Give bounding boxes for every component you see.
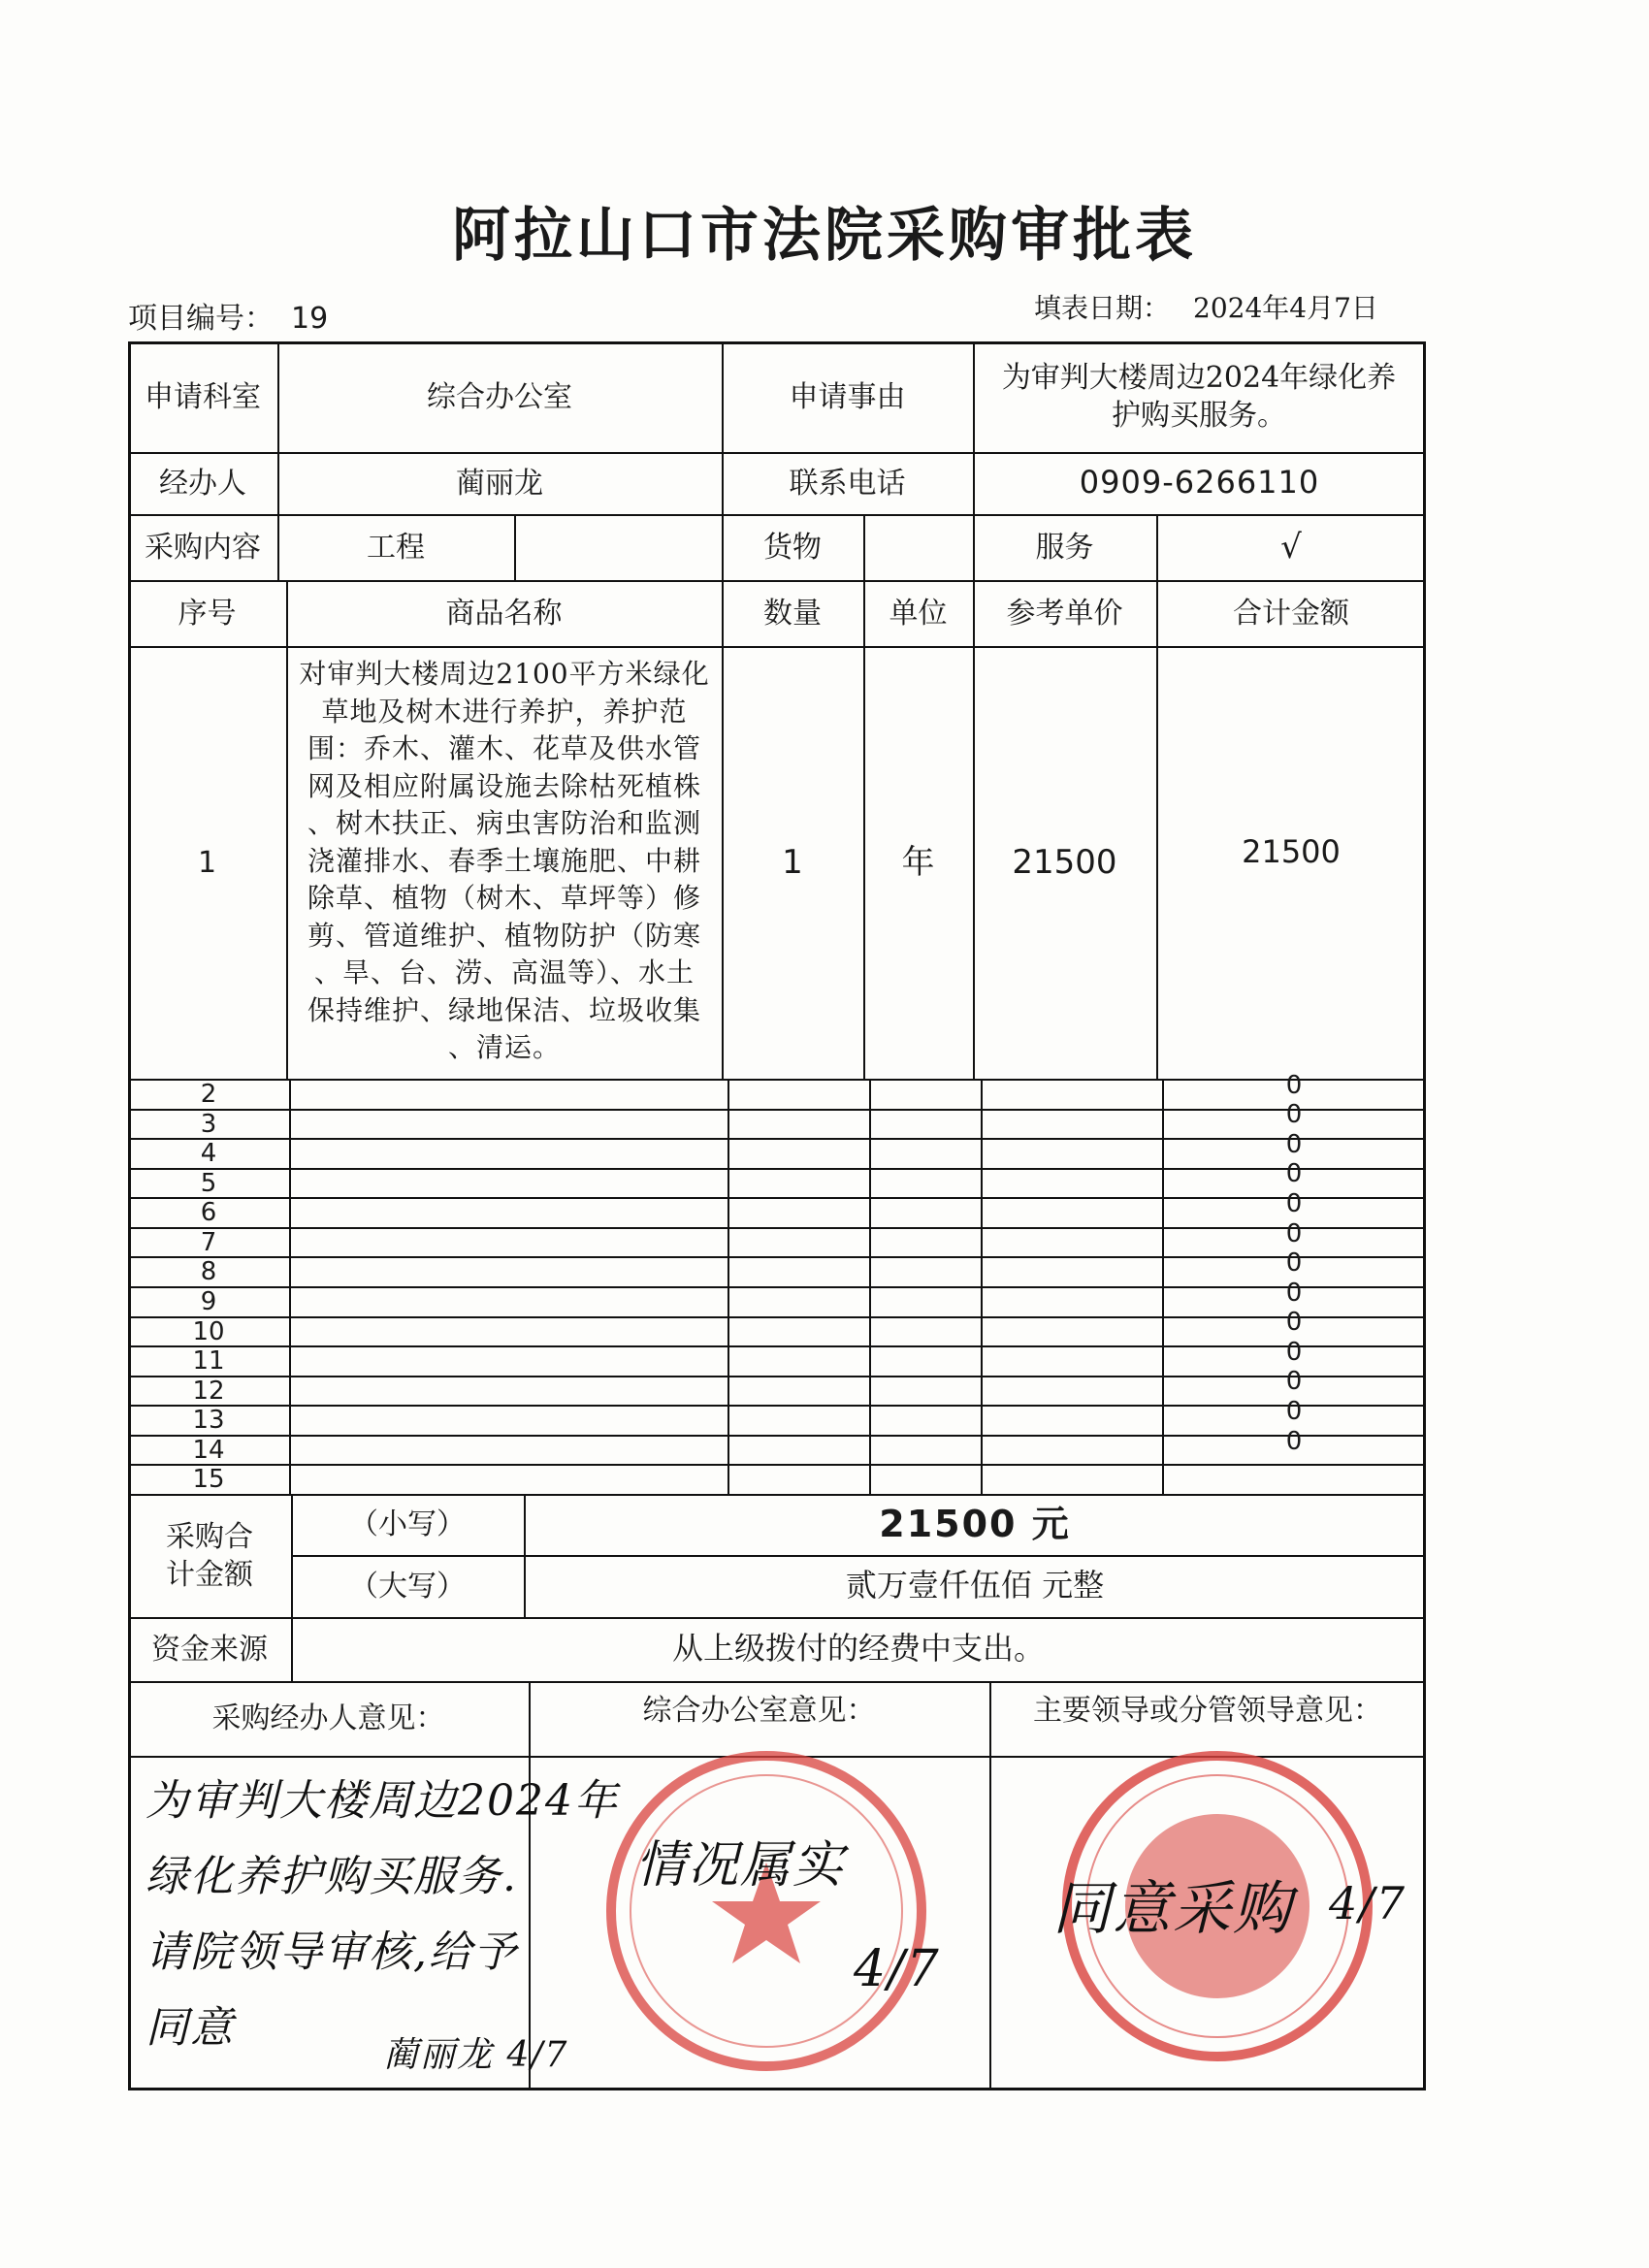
item-name-line: 、旱、台、涝、高温等）、水土 bbox=[313, 956, 695, 988]
item-name-line: 围：乔木、灌木、花草及供水管 bbox=[307, 732, 701, 764]
handler-opinion-line: 绿化养护购买服务. bbox=[146, 1852, 518, 1901]
sum-lower-value: 21500 元 bbox=[879, 1502, 1071, 1545]
item-name-line: 草地及树木进行养护，养护范 bbox=[321, 695, 688, 728]
row-number: 5 bbox=[200, 1168, 217, 1198]
row-number: 12 bbox=[192, 1376, 225, 1406]
col-header-qty: 数量 bbox=[763, 596, 822, 631]
row-number: 6 bbox=[200, 1197, 217, 1227]
reason-label: 申请事由 bbox=[789, 379, 906, 414]
row-number: 2 bbox=[200, 1079, 217, 1109]
handler-opinion-line: 为审判大楼周边2024年 bbox=[146, 1776, 619, 1826]
row-total-zero: 0 bbox=[1285, 1247, 1303, 1278]
row-number: 4 bbox=[200, 1138, 217, 1168]
handler-label: 经办人 bbox=[159, 466, 246, 501]
handler-opinion-text bbox=[146, 1764, 619, 2066]
row-total-zero: 0 bbox=[1285, 1129, 1303, 1159]
row-total-zero: 0 bbox=[1285, 1070, 1303, 1100]
sum-upper-label: （大写） bbox=[349, 1569, 466, 1604]
col-header-total: 合计金额 bbox=[1233, 596, 1349, 631]
item-name bbox=[291, 656, 718, 1067]
sum-label-line2: 计金额 bbox=[166, 1557, 253, 1592]
col-header-no: 序号 bbox=[178, 596, 237, 631]
project-number-label: 项目编号： bbox=[128, 302, 274, 336]
handler-opinion-label: 采购经办人意见： bbox=[211, 1701, 445, 1735]
col-header-name: 商品名称 bbox=[445, 596, 563, 631]
dept-value: 综合办公室 bbox=[427, 379, 572, 414]
col-header-unit: 单位 bbox=[889, 596, 948, 631]
col-header-unit-price: 参考单价 bbox=[1006, 596, 1123, 631]
service-check: √ bbox=[1280, 527, 1302, 567]
row-number: 8 bbox=[200, 1256, 217, 1286]
row-number: 13 bbox=[192, 1405, 225, 1435]
item-no: 1 bbox=[197, 845, 217, 880]
engineering-value bbox=[514, 514, 722, 580]
item-name-line: 对审判大楼周边2100平方米绿化 bbox=[299, 658, 710, 690]
handler-signature: 蔺丽龙 4/7 bbox=[383, 2035, 569, 2075]
office-seal-stamp bbox=[601, 1746, 931, 2076]
fund-label: 资金来源 bbox=[151, 1632, 268, 1667]
fund-value: 从上级拨付的经费中支出。 bbox=[671, 1630, 1045, 1668]
row-number: 7 bbox=[200, 1227, 217, 1257]
office-signature: 4/7 bbox=[854, 1940, 941, 1998]
project-number bbox=[128, 294, 328, 337]
row-number: 3 bbox=[200, 1109, 217, 1139]
row-number: 11 bbox=[192, 1345, 225, 1376]
row-total-zero: 0 bbox=[1285, 1218, 1303, 1248]
row-number: 10 bbox=[192, 1316, 225, 1346]
item-name-line: 、清运。 bbox=[447, 1031, 561, 1063]
row-total-zero: 0 bbox=[1285, 1099, 1303, 1129]
sum-label-line1: 采购合 bbox=[166, 1519, 253, 1554]
service-label: 服务 bbox=[1035, 530, 1094, 565]
item-unit-price: 21500 bbox=[1012, 842, 1117, 882]
item-qty: 1 bbox=[782, 842, 803, 882]
phone-label: 联系电话 bbox=[789, 466, 906, 501]
fill-date bbox=[1034, 287, 1378, 326]
leader-opinion-text: 同意采购 bbox=[1052, 1875, 1293, 1943]
sum-upper-value: 贰万壹仟伍佰 元整 bbox=[845, 1567, 1105, 1604]
sum-label bbox=[128, 1494, 291, 1617]
form-title: 阿拉山口市法院采购审批表 bbox=[452, 202, 1197, 270]
reason-value: 为审判大楼周边2024年绿化养护购买服务。 bbox=[1001, 361, 1397, 433]
leader-signature: 4/7 bbox=[1329, 1877, 1407, 1929]
row-number: 14 bbox=[192, 1435, 225, 1465]
row-total-zero: 0 bbox=[1285, 1426, 1303, 1456]
leader-opinion-label: 主要领导或分管领导意见： bbox=[1033, 1693, 1382, 1728]
fill-date-value: 2024年4月7日 bbox=[1193, 292, 1378, 324]
row-total-zero: 0 bbox=[1285, 1366, 1303, 1396]
goods-value bbox=[863, 514, 973, 580]
dept-label: 申请科室 bbox=[145, 379, 261, 414]
office-opinion-label: 综合办公室意见： bbox=[642, 1693, 876, 1728]
item-name-line: 、树木扶正、病虫害防治和监测 bbox=[307, 807, 701, 839]
row-total-zero: 0 bbox=[1285, 1396, 1303, 1426]
item-name-line: 浇灌排水、春季土壤施肥、中耕 bbox=[307, 844, 701, 877]
sum-lower-label: （小写） bbox=[349, 1507, 466, 1541]
item-name-line: 保持维护、绿地保洁、垃圾收集 bbox=[307, 993, 701, 1026]
engineering-label: 工程 bbox=[367, 530, 425, 565]
row-total-zero: 0 bbox=[1285, 1158, 1303, 1188]
handler-opinion-line: 同意 bbox=[146, 2003, 235, 2053]
office-opinion-text: 情况属实 bbox=[635, 1836, 846, 1895]
handler-opinion-line: 请院领导审核,给予 bbox=[146, 1928, 518, 1977]
content-label: 采购内容 bbox=[145, 530, 261, 565]
fill-date-label: 填表日期： bbox=[1034, 292, 1171, 324]
row-total-zero: 0 bbox=[1285, 1188, 1303, 1218]
item-unit: 年 bbox=[901, 842, 935, 882]
item-name-line: 除草、植物（树木、草坪等）修 bbox=[307, 882, 701, 914]
item-total: 21500 bbox=[1242, 833, 1341, 871]
goods-label: 货物 bbox=[763, 530, 822, 565]
row-total-zero: 0 bbox=[1285, 1278, 1303, 1308]
phone-value: 0909-6266110 bbox=[1079, 464, 1320, 502]
project-number-value: 19 bbox=[291, 302, 329, 336]
handler-value: 蔺丽龙 bbox=[456, 466, 543, 501]
row-total-zero: 0 bbox=[1285, 1337, 1303, 1367]
item-name-line: 网及相应附属设施去除枯死植株 bbox=[307, 769, 701, 802]
row-total-zero: 0 bbox=[1285, 1307, 1303, 1337]
row-number: 9 bbox=[200, 1286, 217, 1316]
item-name-line: 剪、管道维护、植物防护（防寒 bbox=[307, 919, 701, 952]
row-number: 15 bbox=[192, 1464, 225, 1494]
